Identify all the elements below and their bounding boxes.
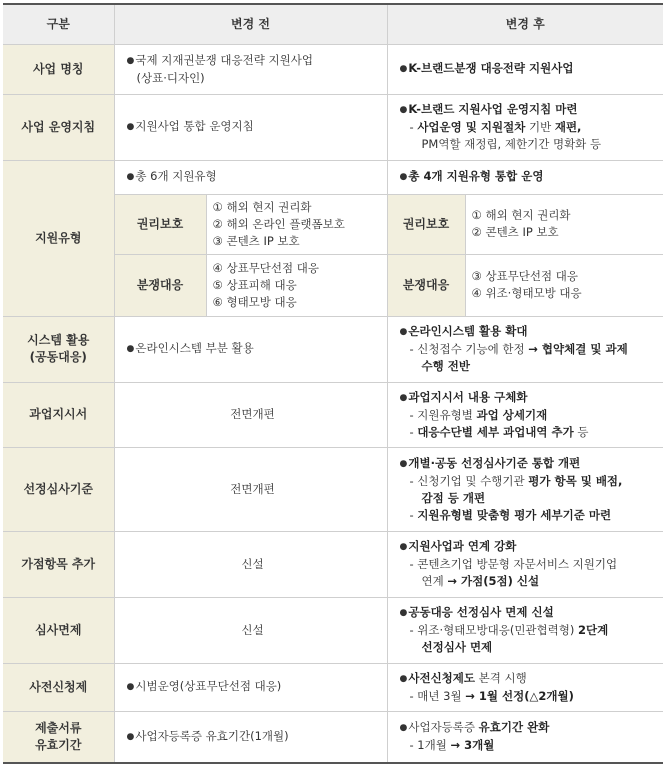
- before-cell: ●사업자등록증 유효기간(1개월): [114, 711, 387, 763]
- bullet-icon: ●: [399, 673, 408, 684]
- before-cell: ●국제 지재권분쟁 대응전략 지원사업 (상표·디자인): [114, 44, 387, 94]
- category-cell: 가점항목 추가: [3, 531, 114, 597]
- category-cell: 선정심사기준: [3, 447, 114, 531]
- rights-label-before: 권리보호: [114, 194, 206, 254]
- category-cell: 사업 명칭: [3, 44, 114, 94]
- bullet-icon: ●: [399, 392, 408, 403]
- row-exempt: [3, 597, 663, 663]
- before-dispute-list: ④ 상표무단선점 대응 ⑤ 상표피해 대응 ⑥ 형태모방 대응: [206, 254, 387, 316]
- before-cell: ●총 6개 지원유형: [114, 160, 387, 194]
- bullet-icon: ●: [399, 723, 408, 734]
- after-cell: ●지원사업과 연계 강화 - 콘텐츠기업 방문형 자문서비스 지원기업 연계 → 가점(5점) 신설: [387, 531, 663, 597]
- before-cell: 신설: [114, 531, 387, 597]
- row-system: [3, 316, 663, 382]
- row-business-name: [3, 44, 663, 94]
- row-selection: [3, 447, 663, 531]
- row-task: [3, 382, 663, 447]
- header-before: 변경 전: [114, 4, 387, 44]
- row-support-type: [3, 160, 663, 194]
- header-category: 구분: [3, 4, 114, 44]
- comparison-table: [3, 3, 663, 764]
- after-rights-list: ① 해외 현지 권리화 ② 콘텐츠 IP 보호: [465, 194, 663, 254]
- category-cell: 심사면제: [3, 597, 114, 663]
- after-cell: ●총 4개 지원유형 통합 운영: [387, 160, 663, 194]
- category-cell: 지원유형: [3, 160, 114, 316]
- after-cell: ●사업자등록증 유효기간 완화 - 1개월 → 3개월: [387, 711, 663, 763]
- rights-label-after: 권리보호: [387, 194, 465, 254]
- before-rights-list: ① 해외 현지 권리화 ② 해외 온라인 플랫폼보호 ③ 콘텐츠 IP 보호: [206, 194, 387, 254]
- dispute-label-before: 분쟁대응: [114, 254, 206, 316]
- bullet-icon: ●: [126, 682, 135, 692]
- bullet-icon: ●: [399, 64, 408, 74]
- after-cell: ●사전신청제도 본격 시행 - 매년 3월 → 1월 선정(△2개월): [387, 663, 663, 711]
- bullet-icon: ●: [399, 542, 408, 552]
- bullet-icon: ●: [126, 344, 135, 354]
- bullet-icon: ●: [126, 731, 135, 742]
- bullet-icon: ●: [126, 55, 135, 66]
- before-cell: ●온라인시스템 부분 활용: [114, 316, 387, 382]
- before-cell: 전면개편: [114, 447, 387, 531]
- category-cell: 사전신청제: [3, 663, 114, 711]
- before-cell: ●시범운영(상표무단선점 대응): [114, 663, 387, 711]
- before-cell: ●지원사업 통합 운영지침: [114, 94, 387, 160]
- dispute-label-after: 분쟁대응: [387, 254, 465, 316]
- after-cell: ●개별·공동 선정심사기준 통합 개편 - 신청기업 및 수행기관 평가 항목 및 배점, 감점 등 개편 - 지원유형별 맞춤형 평가 세부기준 마련: [387, 447, 663, 531]
- row-pre-application: [3, 663, 663, 711]
- category-cell: 사업 운영지침: [3, 94, 114, 160]
- bullet-icon: ●: [399, 608, 408, 618]
- after-dispute-list: ③ 상표무단선점 대응 ④ 위조·형태모방 대응: [465, 254, 663, 316]
- row-guideline: [3, 94, 663, 160]
- after-cell: ●온라인시스템 활용 확대 - 신청접수 기능에 한정 → 협약체결 및 과제 수행 전반: [387, 316, 663, 382]
- category-cell: 과업지시서: [3, 382, 114, 447]
- after-cell: ●K-브랜드 지원사업 운영지침 마련 - 사업운영 및 지원절차 기반 재편, PM역할 재정립, 제한기간 명확화 등: [387, 94, 663, 160]
- header-after: 변경 후: [387, 4, 663, 44]
- after-cell: ●K-브랜드분쟁 대응전략 지원사업: [387, 44, 663, 94]
- after-cell: ●공동대응 선정심사 면제 신설 - 위조·형태모방대응(민관협력형) 2단계 선정심사 면제: [387, 597, 663, 663]
- category-cell: 제출서류 유효기간: [3, 711, 114, 763]
- header-row: [3, 4, 663, 44]
- bullet-icon: ●: [126, 122, 135, 132]
- bullet-icon: ●: [399, 458, 408, 469]
- row-bonus: [3, 531, 663, 597]
- row-documents: [3, 711, 663, 763]
- category-cell: 시스템 활용 (공동대응): [3, 316, 114, 382]
- bullet-icon: ●: [399, 105, 408, 115]
- bullet-icon: ●: [399, 172, 408, 182]
- after-cell: ●과업지시서 내용 구체화 - 지원유형별 과업 상세기재 - 대응수단별 세부 과업내역 추가 등: [387, 382, 663, 447]
- before-cell: 신설: [114, 597, 387, 663]
- bullet-icon: ●: [399, 327, 408, 337]
- bullet-icon: ●: [126, 172, 135, 182]
- before-cell: 전면개편: [114, 382, 387, 447]
